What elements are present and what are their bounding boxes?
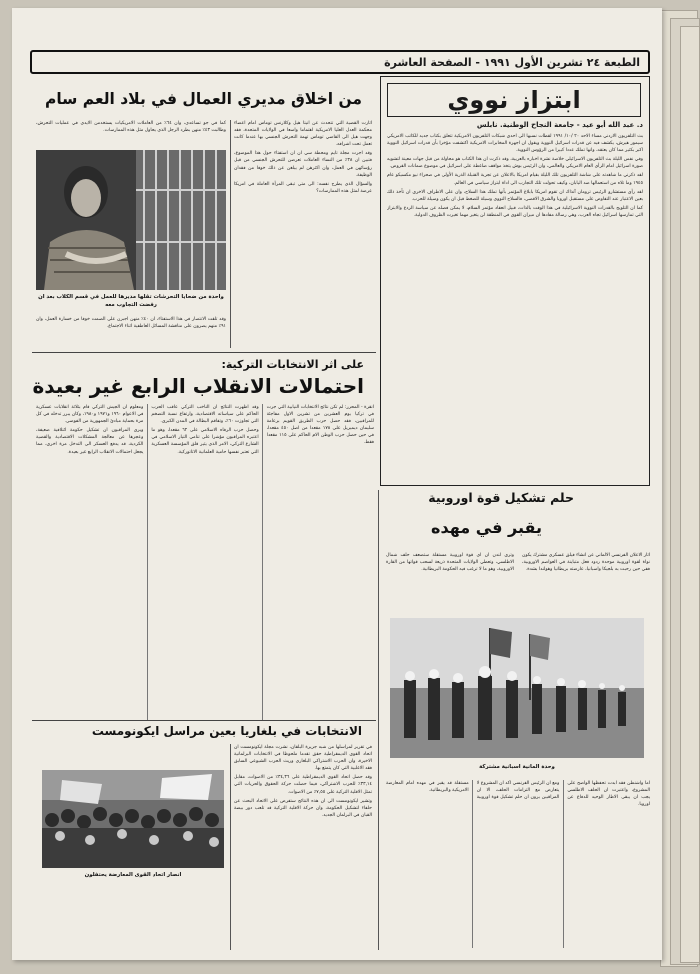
bulgaria-body <box>234 744 372 950</box>
page-stack-edge <box>680 26 700 963</box>
nuclear-title-frame <box>387 83 641 117</box>
section-rule <box>32 352 376 353</box>
crowd-photo <box>42 770 224 868</box>
column-rule <box>230 744 231 950</box>
europe-subtitle: يقبر في مهده <box>431 518 542 537</box>
newspaper-page <box>12 8 662 960</box>
paragraph: في تقرير لمراسلها من شبه جزيرة البلقان، نشرت مجلة ايكونومست ان اتحاد القوى الديمقراطية حقق تقدما ملحوظا في الانتخابات البرلمانية الاخيرة، وان الحزب الاشتراكي البلغاري وريث الحزب الشيوعي السابق فقد الاغلبية التي كان يتمتع بها. <box>234 745 372 772</box>
turkey-kicker: على اثر الانتخابات التركية: <box>221 358 364 371</box>
paragraph: وفي نفس الليلة بث التلفزيون الاسرائيلي خلاصة نشرة اخباره بالعربية، وقد ذكرت ان هذا الكتاب هو محاولة من قبل جهات معينة لتشويه صورة اسرائيل امام الرأي العام الامريكي والعالمي، وان الرئيس بوش يتخذ مواقف ضاغطة على اسرائيل في موضوع ضمانات القروض. <box>387 157 643 170</box>
woman-at-cage-photo <box>36 150 226 290</box>
managers-body-left-top <box>36 120 226 148</box>
masthead-label: الطبعة ٢٤ تشرين الأول ١٩٩١ - الصفحة العاشرة <box>384 55 640 69</box>
paragraph: ويرى المراقبون ان تشكيل حكومة ائتلافية ضعيفة، وعجزها عن معالجة المشكلات الاقتصادية والقضية الكردية، قد يدفع العسكر الى التدخل مرة اخرى، مما يجعل احتمالات الانقلاب الرابع غير بعيدة. <box>36 428 144 455</box>
managers-body-right <box>234 120 372 348</box>
paragraph: كما ان التلويح بالقدرات النووية الاسرائيلية في هذا الوقت بالذات، قبيل انعقاد مؤتمر السلام، لا يمكن فصله عن سياسة الردع والابتزاز التي تمارسها اسرائيل تجاه العرب، وهي رسالة مفادها ان ميزان القوى في المنطقة لن يتغير مهما تغيرت الظروف الدولية. <box>387 205 643 218</box>
paragraph: وقد اظهرت النتائج ان الناخب التركي عاقب الحزب الحاكم على سياساته الاقتصادية، وارتفاع نسبة التضخم التي تجاوزت ٦٠٪، وتفاقم البطالة في المدن الكبرى. <box>151 405 259 425</box>
bulgaria-photo <box>42 770 224 868</box>
paragraph: بث التلفزيون الاردني مساء الاحد ٢٠ /١٠/ ١٩٩١ لقطات نسبها الى احدى شبكات التلفزيون الامريكية تتعلق بكتاب جديد للكاتب الامريكي سيمور هيرش، يكشف فيه عن قدرات اسرائيل النووية ويقول ان اجهزة المخابرات الامريكية اكتشفت مؤخرا بأن قدرات اسرائيل النووية اكبر بكثير مما كان يعتقد، وانها تملك عددا كبيرا من الرؤوس النووية. <box>387 134 643 154</box>
paragraph: وترى لندن ان اي قوة اوروبية مستقلة ستضعف حلف شمال الاطلسي، وتعطي الولايات المتحدة ذريعة لسحب قواتها من القارة الاوروبية، وهو ما لا ترغب فيه الحكومة البريطانية. <box>386 553 514 573</box>
paragraph: اثارت القضية التي تتحدث عن انيتا هيل وكلارنس توماس امام اعضاء محكمة العدل العليا الامريكية اهتماما واسعا في الولايات المتحدة، فقد وجهت هيل الى القاضي توماس تهمة التحرش الجنسي بها عندما كانت تعمل تحت اشرافه. <box>234 121 372 148</box>
managers-body-left-bottom <box>36 316 226 350</box>
europe-caption: وحدة المانية اسبانية مشتركة <box>479 764 555 770</box>
nuclear-body <box>387 133 643 479</box>
nuclear-byline: د. عبد الله أبو عيد - جامعة النجاح الوطنية. نابلس <box>476 121 643 129</box>
soldiers-parade-photo <box>390 618 644 758</box>
paragraph: لقد ذكرني ما شاهدته على شاشة التلفزيون تلك الليلة بقيام امريكا بالاعلان عن تجربة القنبلة الذرية الأولى في صحراء نيو مكسيكو عام ١٩٤٥ وما تلاه من استعمالها ضد اليابان، وكيف تحولت تلك التجارب الى اداة ابتزاز سياسي في العالم. <box>387 173 643 186</box>
column-rule <box>378 490 379 950</box>
paragraph: اثار الاعلان الفرنسي الالماني عن انشاء فيلق عسكري مشترك يكون نواة لقوة اوروبية موحدة ردود فعل متباينة في العواصم الاوروبية، ففي حين رحبت به بلجيكا واسبانيا، عارضته بريطانيا وهولندا بشدة. <box>522 553 650 573</box>
paragraph: وقد اجرت مجلة تايم ومحطة سي ان ان استفتاء حول هذا الموضوع، فتبين ان ٣٨٪ من النساء العاملات تعرضن للتحرش الجنسي من قبل رؤسائهن في العمل، وان اكثرهن لم يبلغن عن ذلك خوفا من فقدان الوظيفة. <box>234 151 372 178</box>
paragraph: ومع ان الرئيس الفرنسي اكد ان المشروع لا يتعارض مع التزامات الحلف، الا ان المراقبين يرون ان حلم تشكيل قوة اوروبية مستقلة قد يقبر في مهده امام المعارضة الامريكية والبريطانية. <box>386 781 560 801</box>
column-rule <box>230 120 231 348</box>
europe-body-top <box>386 552 650 616</box>
paragraph: لقد رأى مستشارو الرئيس ترومان آنذاك ان تقوم امريكا بابلاغ المؤتمر بأنها تملك هذا السلاح، وان على الاطراف الاخرى ان تأخذ ذلك بعين الاعتبار عند التفاوض على مستقبل اوروبا والشرق الاقصى، فالسلاح النووي وسيلة للضغط قبل ان يكون وسيلة للحرب. <box>387 189 643 202</box>
paragraph: وقد حصل اتحاد القوى الديمقراطية على ٣٤,٣٦٪ من الاصوات، مقابل ٣٣,١٤٪ للحزب الاشتراكي، فيما حصلت حركة الحقوق والحريات التي تمثل الاقلية التركية على ٧,٥٥٪ من الاصوات. <box>234 775 372 795</box>
paragraph: كما في جو تساعدي، وان ٦٤٪ من العاملات الامريكيات يستخدمن الايدي في عمليات التحرش، وطالبت ٤٣٪ منهن بطرد الرجل الذي يحاول مثل هذه الممارسات. <box>36 121 226 134</box>
bulgaria-title: الانتخابات في بلغاريا بعين مراسل ايكونومست <box>91 724 362 738</box>
europe-photo <box>390 618 644 758</box>
paragraph: وتشير ايكونومست الى ان هذه النتائج ستفرض على الاتحاد البحث عن حلفاء لتشكيل الحكومة، وان حركة الاقلية التركية قد تلعب دور بيضة القبان في البرلمان الجديد. <box>234 798 372 818</box>
nuclear-article-box <box>380 76 650 486</box>
turkey-title: احتمالات الانقلاب الرابع غير بعيدة <box>32 374 364 398</box>
managers-photo <box>36 150 226 290</box>
bulgaria-caption: انصار اتحاد القوى المعارضة يحتفلون <box>84 872 182 878</box>
managers-title: من اخلاق مديري العمال في بلاد العم سام <box>44 90 362 108</box>
paragraph: ومعلوم ان الجيش التركي قام بثلاثة انقلابات عسكرية في الاعوام ١٩٦٠ و١٩٧١ و١٩٨٠، وكان يبرر تدخله في كل مرة بحماية مبادئ الجمهورية من الفوضى. <box>36 405 144 425</box>
managers-caption: واحدة من ضحايا التحرشات تقلها مديرها للعمل في قسم الكلاب بعد ان رفضت التجاوب معه <box>38 294 224 308</box>
paragraph: والسؤال الذي يطرح نفسه: الى متى تبقى المرأة العاملة في امريكا عرضة لمثل هذه الممارسات؟ <box>234 181 372 194</box>
paragraph: انقرة - المحرر: لم تكن نتائج الانتخابات النيابية التي جرت في تركيا يوم العشرين من تشرين الاول مفاجئة للمراقبين، فقد حصل حزب الطريق القويم بزعامة سليمان ديميريل على ١٧٨ مقعدا من اصل ٤٥٠ مقعدا، في حين حصل حزب الوطن الام الحاكم على ١١٥ مقعدا فقط. <box>266 405 374 446</box>
paragraph: وقد تلقت الانتصار في هذا الاستفتاء، ان ٤٠٪ منهن اجبرن على الصمت خوفا من خسارة العمل، وان ٩١٪ منهم يصرون على مناقشة المسائل العاطفية اثناء الاجتماع. <box>36 317 226 330</box>
turkey-body <box>36 404 374 720</box>
paragraph: اما واشنطن فقد ابدت تحفظها الواضح على المشروع، واعتبرت ان الحلف الاطلسي يجب ان يبقى الاطار الوحيد للدفاع عن اوروبا. <box>567 781 650 808</box>
nuclear-title: ابتزاز نووي <box>447 86 581 114</box>
section-rule <box>32 720 376 721</box>
masthead <box>30 50 650 74</box>
europe-title: حلم تشكيل قوة اوروبية <box>428 490 574 505</box>
paragraph: وحصل حزب الرفاه الاسلامي على ٦٢ مقعدا، وهو ما اعتبره المراقبون مؤشرا على تنامي التيار الاسلامي في الشارع التركي، الامر الذي يثير قلق المؤسسة العسكرية التي تعتبر نفسها حامية العلمانية الاتاتوركية. <box>151 428 259 455</box>
europe-body-bottom <box>386 780 650 948</box>
